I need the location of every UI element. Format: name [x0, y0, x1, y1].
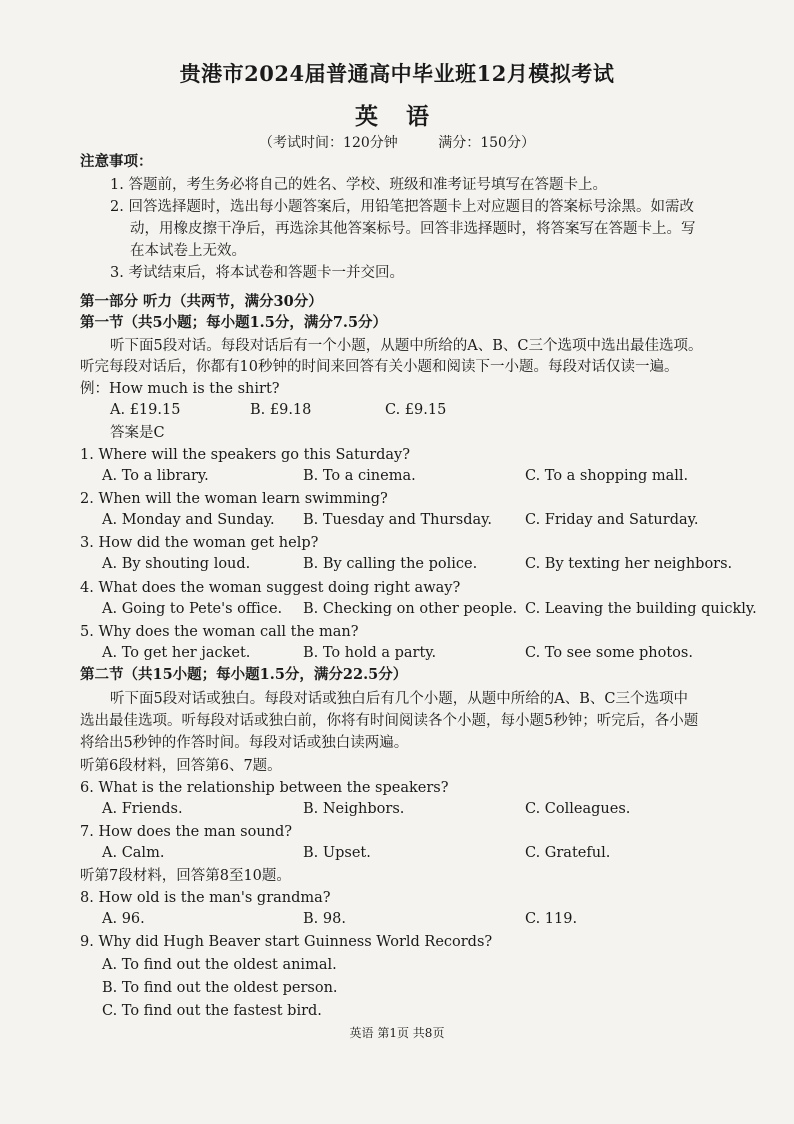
section2-instr: 选出最佳选项。听每段对话或独白前，你将有时间阅读各个小题，每小题5秒钟；听完后，各小题	[80, 713, 699, 729]
part1-heading: 第一部分 听力（共两节，满分30分）	[80, 293, 323, 310]
material-7: 听第7段材料，回答第8至10题。	[80, 868, 291, 884]
option-a: A. Going to Pete's office.	[102, 601, 283, 617]
option-a: A. To get her jacket.	[102, 645, 251, 661]
option-a: A. Calm.	[102, 845, 165, 861]
option-b: B. By calling the police.	[303, 556, 478, 572]
question: 4. What does the woman suggest doing right away?	[80, 580, 461, 596]
option-b: B. Tuesday and Thursday.	[303, 512, 493, 528]
option-c: C. 119.	[525, 911, 578, 927]
question: 7. How does the man sound?	[80, 824, 293, 840]
option-a: A. By shouting loud.	[102, 556, 251, 572]
option-c: C. Friday and Saturday.	[525, 512, 699, 528]
exam-meta	[0, 132, 794, 152]
section2-instr: 将给出5秒钟的作答时间。每段对话或独白读两遍。	[80, 735, 409, 751]
section1-heading: 第一节（共5小题；每小题1.5分，满分7.5分）	[80, 314, 388, 331]
question: 8. How old is the man's grandma?	[80, 890, 331, 906]
material-6: 听第6段材料，回答第6、7题。	[80, 758, 282, 774]
notice-heading: 注意事项：	[80, 153, 153, 170]
question: 1. Where will the speakers go this Saturday?	[80, 447, 411, 463]
option-c: C. To find out the fastest bird.	[102, 1003, 322, 1019]
exam-time: （考试时间：120分钟	[259, 135, 398, 151]
example-option-c: C. £9.15	[385, 402, 447, 418]
option-c: C. By texting her neighbors.	[525, 556, 733, 572]
section2-heading: 第二节（共15小题；每小题1.5分，满分22.5分）	[80, 666, 408, 683]
option-c: C. To a shopping mall.	[525, 468, 689, 484]
option-a: A. Friends.	[102, 801, 183, 817]
notice-item: 3. 考试结束后，将本试卷和答题卡一并交回。	[110, 265, 404, 281]
option-c: C. Leaving the building quickly.	[525, 601, 757, 617]
notice-item: 在本试卷上无效。	[130, 243, 246, 259]
option-b: B. To hold a party.	[303, 645, 437, 661]
option-a: A. To a library.	[102, 468, 209, 484]
option-b: B. 98.	[303, 911, 346, 927]
option-b: B. Checking on other people.	[303, 601, 518, 617]
option-b: B. To a cinema.	[303, 468, 416, 484]
question: 2. When will the woman learn swimming?	[80, 491, 388, 507]
section1-instr: 听完每段对话后，你都有10秒钟的时间来回答有关小题和阅读下一小题。每段对话仅读一遍。	[80, 359, 679, 375]
exam-title: 贵港市2024届普通高中毕业班12月模拟考试	[179, 61, 615, 86]
option-c: C. To see some photos.	[525, 645, 693, 661]
page-footer: 英语 第1页 共8页	[349, 1026, 445, 1040]
option-b: B. Upset.	[303, 845, 371, 861]
option-c: C. Grateful.	[525, 845, 611, 861]
exam-score: 满分：150分）	[438, 135, 535, 151]
example-option-b: B. £9.18	[250, 402, 312, 418]
example-question: 例：How much is the shirt?	[80, 381, 280, 397]
question: 3. How did the woman get help?	[80, 535, 319, 551]
section1-instr: 听下面5段对话。每段对话后有一个小题，从题中所给的A、B、C三个选项中选出最佳选项。	[110, 338, 703, 354]
option-b: B. To find out the oldest person.	[102, 980, 338, 996]
option-a: A. 96.	[102, 911, 145, 927]
notice-item: 1. 答题前，考生务必将自己的姓名、学校、班级和准考证号填写在答题卡上。	[110, 177, 607, 193]
section2-instr: 听下面5段对话或独白。每段对话或独白后有几个小题，从题中所给的A、B、C三个选项中	[110, 691, 688, 707]
subject-title: 英 语	[354, 103, 439, 130]
notice-item: 动，用橡皮擦干净后，再选涂其他答案标号。回答非选择题时，将答案写在答题卡上。写	[130, 221, 696, 237]
question: 5. Why does the woman call the man?	[80, 624, 359, 640]
option-a: A. To find out the oldest animal.	[102, 957, 337, 973]
option-a: A. Monday and Sunday.	[102, 512, 275, 528]
question: 6. What is the relationship between the speakers?	[80, 780, 449, 796]
example-answer: 答案是C	[110, 425, 165, 441]
notice-item: 2. 回答选择题时，选出每小题答案后，用铅笔把答题卡上对应题目的答案标号涂黑。如需改	[110, 199, 694, 215]
option-c: C. Colleagues.	[525, 801, 631, 817]
example-option-a: A. £19.15	[110, 402, 181, 418]
option-b: B. Neighbors.	[303, 801, 405, 817]
question: 9. Why did Hugh Beaver start Guinness World Records?	[80, 934, 493, 950]
